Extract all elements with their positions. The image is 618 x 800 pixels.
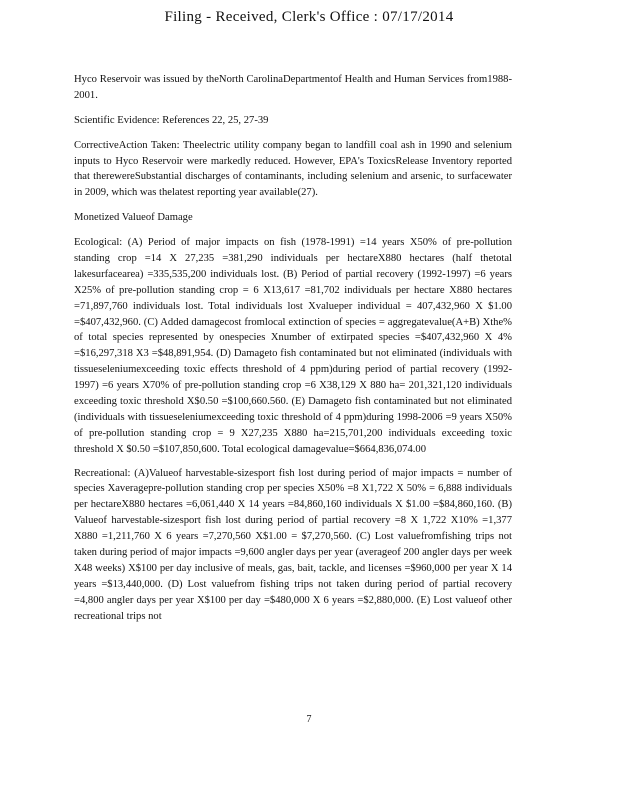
- document-body: [74, 72, 512, 633]
- paragraph-recreational: Recreational: (A)Valueof harvestable-sizesport fish lost during period of major impacts = number of species Xaveragepre-pollution standing crop per species X50% =8 X1,722 X 50% = 6,888 individuals per hectareX880 hectares =6,061,440 X 14 years =84,860,160 individuals X $1.00 =$84,860,160. (B) Valueof harvestable-sizesport fish lost during period of partial recovery =8 X 1,722 X10% =1,377 X880 =1,211,760 X 6 years =7,270,560 X$1.00 = $7,270,560. (C) Lost valuefromfishing trips not taken during period of major impacts =9,600 angler days per year (averageof 200 angler days per week X48 weeks) X$100 per day inclusive of meals, gas, bait, tackle, and licenses =$960,000 per year X 14 years =$13,440,000. (D) Lost valuefrom fishing trips not taken during period of partial recovery =4,800 angler days per year X$100 per day =$480,000 X 6 years =$2,880,000. (E) Lost valueof other recreational trips not: [74, 467, 512, 622]
- page-number: 7: [306, 714, 312, 725]
- paragraph-ecological: Ecological: (A) Period of major impacts on fish (1978-1991) =14 years X50% of pre-pollution standing crop =14 X 27,235 =381,290 individuals per hectareX880 hectares (half thetotal lakesurfacearea) =335,535,200 individuals lost. (B) Period of partial recovery (1992-1997) =6 years X25% of pre-pollution standing crop = 6 X13,617 =81,702 individuals per hectare X880 hectares =71,897,760 individuals lost. Total individuals lost Xvalueper individual = 407,432,960 X $1.00 =$407,432,960. (C) Added damagecost fromlocal extinction of species = aggregatevalue(A+B) Xthe% of total species represented by onespecies Xnumber of extirpated species =$407,432,960 X 4% =$16,297,318 X3 =$48,891,954. (D) Damageto fish contaminated but not eliminated (individuals with tissueseleniumexceeding toxic effects threshold of 4 ppm)during period of partial recovery (1992-1997) =6 years X70% of pre-pollution standing crop =6 X38,129 X 880 ha= 201,321,120 individuals exceeding toxic threshold X$0.50 =$100,660.560. (E) Damageto fish contaminated but not eliminated (individuals with tissueseleniumexceeding toxic threshold of 4 ppm)during 1998-2006 =9 years X50% of pre-pollution standing crop = 9 X27,235 X880 ha=215,701,200 individuals exceeding toxic threshold X $0.50 =$107,850,600. Total ecological damagevalue=$664,836,074.00: [74, 237, 512, 455]
- paragraph-corrective-action: CorrectiveAction Taken: Theelectric utility company began to landfill coal ash in 1990 and selenium inputs to Hyco Reservoir were markedly reduced. However, EPA's ToxicsRelease Inventory reported that therewereSubstantial discharges of contaminants, including selenium and arsenic, to surfacewater in 2009, which was thelatest reporting year available(27).: [74, 139, 512, 199]
- section-heading-monetized-value: Monetized Valueof Damage: [74, 212, 193, 224]
- paragraph-scientific-evidence: Scientific Evidence: References 22, 25, 27-39: [74, 114, 269, 126]
- paragraph-advisory: Hyco Reservoir was issued by theNorth CarolinaDepartmentof Health and Human Services from1988-2001.: [74, 74, 512, 101]
- filing-header: Filing - Received, Clerk's Office : 07/17/2014: [164, 9, 454, 25]
